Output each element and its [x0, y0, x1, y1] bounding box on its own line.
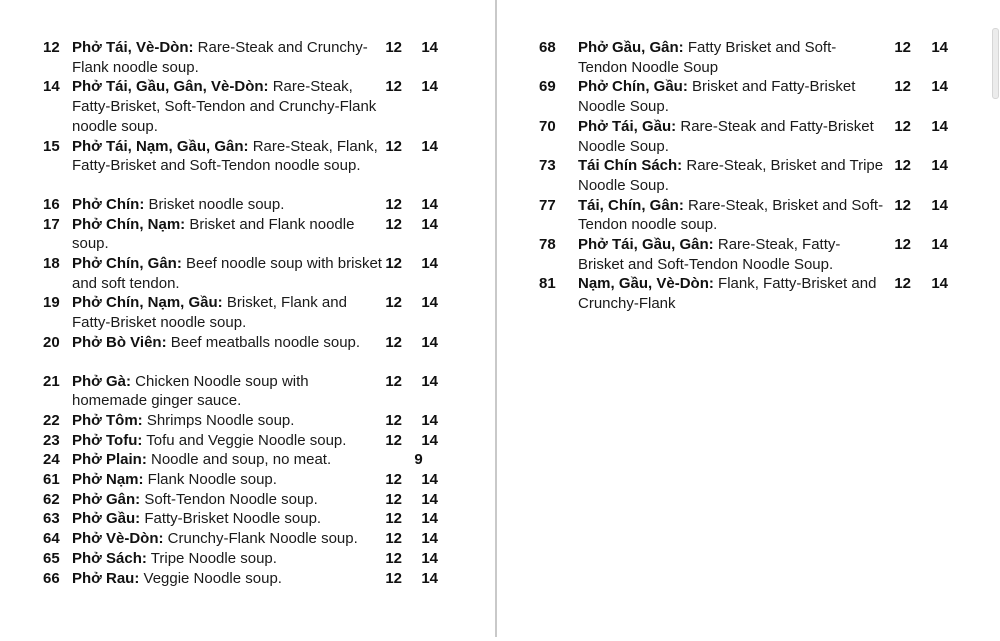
- scrollbar-thumb[interactable]: [992, 28, 999, 99]
- item-name: Phở Tôm:: [72, 411, 143, 429]
- item-text: Phở Tái, Gầu, Gân, Vè-Dòn: Rare-Steak, Fatty-Brisket, Soft-Tendon and Crunchy-Flank noodle soup.: [72, 78, 377, 135]
- page-divider: [495, 0, 497, 637]
- menu-item: [0, 431, 495, 451]
- item-number: 66: [43, 569, 60, 587]
- item-price-regular: 12: [385, 549, 402, 567]
- item-text: Phở Gầu: Fatty-Brisket Noodle soup.: [72, 510, 322, 528]
- item-price-regular: 12: [385, 333, 402, 351]
- menu-item: [498, 77, 992, 116]
- menu-item: [498, 196, 992, 235]
- item-price-large: 14: [421, 530, 438, 548]
- item-name: Phở Tái, Gầu:: [578, 117, 677, 135]
- item-number: 77: [539, 196, 556, 214]
- scrollbar[interactable]: [992, 0, 1000, 641]
- menu-item: [0, 450, 495, 470]
- item-text: Phở Chín: Brisket noodle soup.: [72, 195, 285, 213]
- item-number: 69: [539, 78, 556, 96]
- item-name: Phở Chín, Gầu:: [578, 78, 688, 96]
- item-name: Phở Tái, Vè-Dòn:: [72, 39, 194, 56]
- item-number: 19: [43, 294, 60, 312]
- item-price-large: 14: [421, 431, 438, 449]
- menu-item: [0, 569, 495, 589]
- item-price-regular: 12: [894, 39, 911, 56]
- item-text: Phở Tofu: Tofu and Veggie Noodle soup.: [72, 431, 347, 449]
- menu-group: [0, 38, 495, 176]
- item-price-large: 14: [931, 117, 948, 135]
- item-number: 81: [539, 275, 556, 293]
- menu-item: [0, 254, 495, 293]
- item-name: Phở Plain:: [72, 451, 147, 469]
- item-text: Phở Tái, Vè-Dòn: Rare-Steak and Crunchy-Flank noodle soup.: [72, 39, 368, 76]
- item-number: 18: [43, 255, 60, 273]
- item-price-regular: 12: [894, 78, 911, 96]
- menu-item: [498, 117, 992, 156]
- item-name: Phở Gầu, Gân:: [578, 39, 684, 56]
- item-text: Nạm, Gầu, Vè-Dòn: Flank, Fatty-Brisket and Crunchy-Flank: [578, 275, 877, 313]
- menu-item: [498, 38, 992, 77]
- menu-item: [0, 293, 495, 332]
- item-text: Phở Gầu, Gân: Fatty Brisket and Soft-Tendon Noodle Soup: [578, 39, 837, 76]
- item-number: 68: [539, 39, 556, 56]
- menu-item: [498, 235, 992, 274]
- item-price-large: 14: [931, 78, 948, 96]
- item-text: Phở Gân: Soft-Tendon Noodle soup.: [72, 490, 318, 508]
- item-number: 64: [43, 530, 60, 548]
- item-price-large: 14: [421, 333, 438, 351]
- item-price-large: 14: [421, 411, 438, 429]
- item-number: 14: [43, 78, 60, 96]
- item-price-large: 14: [931, 196, 948, 214]
- item-price-regular: 12: [385, 137, 402, 155]
- menu-item: [0, 490, 495, 510]
- item-number: 63: [43, 510, 60, 528]
- item-price-regular: 12: [894, 117, 911, 135]
- item-price-regular: 12: [894, 157, 911, 175]
- menu-group: [498, 38, 992, 314]
- item-number: 78: [539, 236, 556, 254]
- item-number: 73: [539, 157, 556, 175]
- item-number: 17: [43, 215, 60, 233]
- menu-item: [0, 549, 495, 569]
- item-number: 12: [43, 39, 60, 56]
- item-name: Nạm, Gầu, Vè-Dòn:: [578, 275, 714, 293]
- item-name: Phở Chín, Nạm:: [72, 215, 186, 233]
- menu-item: [0, 372, 495, 411]
- item-price-regular: 12: [894, 196, 911, 214]
- item-name: Phở Rau:: [72, 569, 140, 587]
- item-price-large: 14: [421, 215, 438, 233]
- item-price-regular: 12: [385, 490, 402, 508]
- item-text: Phở Vè-Dòn: Crunchy-Flank Noodle soup.: [72, 530, 358, 548]
- item-text: Phở Chín, Gầu: Brisket and Fatty-Brisket Noodle Soup.: [578, 78, 856, 116]
- menu-item: [0, 509, 495, 529]
- item-price-large: 14: [421, 510, 438, 528]
- menu-item: [0, 470, 495, 490]
- item-name: Phở Chín, Gân:: [72, 255, 182, 273]
- menu-item: [0, 411, 495, 431]
- menu-column-left: [0, 0, 495, 588]
- item-price-large: 14: [421, 294, 438, 312]
- item-text: Phở Chín, Nạm: Brisket and Flank noodle soup.: [72, 215, 355, 253]
- item-price-large: 14: [421, 78, 438, 96]
- item-text: Phở Plain: Noodle and soup, no meat.: [72, 451, 332, 469]
- item-price-large: 14: [421, 372, 438, 390]
- item-text: Phở Chín, Gân: Beef noodle soup with brisket and soft tendon.: [72, 255, 382, 292]
- item-name: Phở Gân:: [72, 490, 141, 508]
- item-text: Phở Sách: Tripe Noodle soup.: [72, 549, 277, 567]
- item-name: Phở Tái, Nạm, Gầu, Gân:: [72, 137, 249, 155]
- item-text: Phở Chín, Nạm, Gầu: Brisket, Flank and Fatty-Brisket noodle soup.: [72, 294, 347, 332]
- menu-column-right: [498, 0, 992, 314]
- item-text: Phở Tái, Gầu, Gân: Rare-Steak, Fatty-Brisket and Soft-Tendon Noodle Soup.: [578, 236, 841, 273]
- item-name: Phở Nạm:: [72, 471, 144, 489]
- menu-item: [0, 195, 495, 215]
- item-name: Tái, Chín, Gân:: [578, 196, 684, 214]
- item-price-large: 14: [931, 157, 948, 175]
- item-text: Tái, Chín, Gân: Rare-Steak, Brisket and Soft-Tendon noodle soup.: [578, 196, 884, 234]
- item-name: Phở Tái, Gầu, Gân, Vè-Dòn:: [72, 78, 269, 96]
- item-price-large: 14: [421, 471, 438, 489]
- item-name: Phở Tofu:: [72, 431, 143, 449]
- item-text: Phở Bò Viên: Beef meatballs noodle soup.: [72, 333, 361, 351]
- item-price-single: 9: [414, 451, 423, 469]
- item-text: Phở Nạm: Flank Noodle soup.: [72, 471, 277, 489]
- item-number: 15: [43, 137, 60, 155]
- item-price-large: 14: [421, 39, 438, 56]
- item-name: Phở Sách:: [72, 549, 147, 567]
- item-number: 21: [43, 372, 60, 390]
- menu-item: [0, 215, 495, 254]
- menu-group: [0, 372, 495, 589]
- item-number: 23: [43, 431, 60, 449]
- item-name: Tái Chín Sách:: [578, 157, 683, 175]
- item-price-regular: 12: [385, 530, 402, 548]
- item-number: 70: [539, 117, 556, 135]
- item-price-regular: 12: [385, 411, 402, 429]
- item-text: Phở Gà: Chicken Noodle soup with homemade ginger sauce.: [72, 372, 309, 410]
- item-price-large: 14: [421, 569, 438, 587]
- item-text: Phở Tôm: Shrimps Noodle soup.: [72, 411, 295, 429]
- menu-group: [0, 195, 495, 353]
- item-price-large: 14: [421, 549, 438, 567]
- item-name: Phở Gà:: [72, 372, 132, 390]
- item-price-large: 14: [421, 255, 438, 273]
- item-number: 61: [43, 471, 60, 489]
- item-price-regular: 12: [385, 78, 402, 96]
- item-number: 20: [43, 333, 60, 351]
- item-text: Phở Tái, Nạm, Gầu, Gân: Rare-Steak, Flank, Fatty-Brisket and Soft-Tendon noodle soup.: [72, 137, 378, 175]
- item-name: Phở Vè-Dòn:: [72, 530, 164, 548]
- item-price-regular: 12: [385, 510, 402, 528]
- item-number: 65: [43, 549, 60, 567]
- item-price-regular: 12: [894, 236, 911, 254]
- item-name: Phở Bò Viên:: [72, 333, 167, 351]
- menu-page-left: [0, 0, 495, 641]
- item-price-large: 14: [931, 39, 948, 56]
- item-number: 22: [43, 411, 60, 429]
- item-price-large: 14: [421, 490, 438, 508]
- item-price-regular: 12: [385, 569, 402, 587]
- item-price-regular: 12: [385, 255, 402, 273]
- item-number: 62: [43, 490, 60, 508]
- item-text: Phở Rau: Veggie Noodle soup.: [72, 569, 282, 587]
- item-text: Phở Tái, Gầu: Rare-Steak and Fatty-Brisket Noodle Soup.: [578, 117, 874, 155]
- item-price-large: 14: [421, 137, 438, 155]
- menu-page-right: [498, 0, 992, 641]
- item-text: Tái Chín Sách: Rare-Steak, Brisket and Tripe Noodle Soup.: [578, 157, 884, 194]
- item-price-large: 14: [931, 236, 948, 254]
- item-price-regular: 12: [385, 431, 402, 449]
- item-name: Phở Gầu:: [72, 510, 141, 528]
- item-price-regular: 12: [385, 215, 402, 233]
- item-price-regular: 12: [385, 39, 402, 56]
- item-price-regular: 12: [385, 471, 402, 489]
- item-name: Phở Tái, Gầu, Gân:: [578, 236, 714, 254]
- menu-item: [498, 156, 992, 195]
- item-price-regular: 12: [894, 275, 911, 293]
- item-name: Phở Chín, Nạm, Gầu:: [72, 294, 223, 312]
- item-name: Phở Chín:: [72, 195, 145, 213]
- menu-item: [0, 137, 495, 176]
- menu-item: [0, 77, 495, 136]
- item-number: 16: [43, 195, 60, 213]
- item-number: 24: [43, 451, 60, 469]
- item-price-regular: 12: [385, 372, 402, 390]
- item-price-regular: 12: [385, 195, 402, 213]
- menu-item: [0, 333, 495, 353]
- menu-item: [0, 38, 495, 77]
- menu-item: [498, 274, 992, 313]
- item-price-regular: 12: [385, 294, 402, 312]
- item-price-large: 14: [931, 275, 948, 293]
- item-price-large: 14: [421, 195, 438, 213]
- menu-item: [0, 529, 495, 549]
